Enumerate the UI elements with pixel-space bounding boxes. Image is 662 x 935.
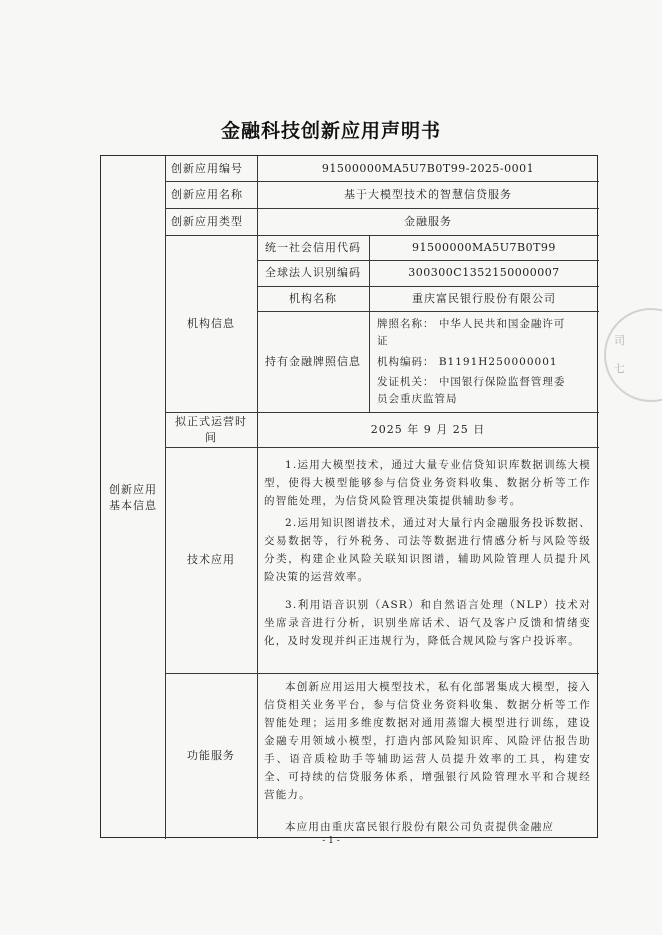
app-name-label: 创新应用名称 [171, 187, 243, 201]
app-code-value: 91500000MA5U7B0T99-2025-0001 [321, 161, 535, 175]
stamp-char: 七 [614, 362, 625, 375]
tech-label: 技术应用 [187, 553, 235, 566]
license-label: 持有金融牌照信息 [265, 354, 361, 368]
document-title: 金融科技创新应用声明书 [220, 120, 441, 142]
license-line: 机构编码： B1191H250000001 [377, 356, 558, 368]
license-line: 牌照名称： 中华人民共和国金融许可 [377, 318, 566, 330]
seal-stamp [604, 308, 662, 402]
operation-date-label: 拟正式运营时间 [175, 414, 247, 444]
app-type-label: 创新应用类型 [171, 214, 243, 228]
lei-label: 全球法人识别编码 [265, 266, 361, 279]
app-type-value: 金融服务 [404, 214, 452, 228]
credit-code-value: 91500000MA5U7B0T99 [412, 240, 556, 254]
license-line: 发证机关： 中国银行保险监督管理委 [377, 376, 566, 388]
lei-value: 300300C1352150000007 [408, 266, 560, 279]
org-name-label: 机构名称 [289, 291, 337, 305]
operation-date-value: 2025 年 9 月 25 日 [370, 422, 486, 436]
tech-paragraph: 3.利用语音识别（ASR）和自然语言处理（NLP）技术对坐席录音进行分析，识别坐席话术、语气及客户反馈和情绪变化，及时发现并纠正违规行为，降低合规风险与客户投诉率。 [264, 599, 591, 647]
credit-code-label: 统一社会信用代码 [265, 240, 361, 254]
license-line: 员会重庆监管局 [377, 393, 458, 405]
app-code-label: 创新应用编号 [171, 161, 243, 175]
stamp-char: 司 [614, 334, 625, 347]
function-paragraph: 本创新应用运用大模型技术，私有化部署集成大模型，接入信贷相关业务平台，参与信贷业务资料收集、数据分析等工作智能处理；运用多维度数据对通用蒸馏大模型进行训练，建设金融专用领域小模型，打造内部风险知识库、风险评估报告助手、语音质检助手等辅助运营人员提升效率的工具，构建安全、可持续的信贷服务体系，增强银行风险管理水平和合规经营能力。 [264, 681, 591, 801]
app-name-value: 基于大模型技术的智慧信贷服务 [344, 187, 512, 201]
tech-paragraph: 1.运用大模型技术，通过大量专业信贷知识库数据训练大模型，使得大模型能够参与信贷业务资料收集、数据分析等工作的智能处理，为信贷风险管理决策提供辅助参考。 [264, 459, 591, 507]
license-line: 证 [377, 335, 389, 347]
tech-paragraph: 2.运用知识图谱技术，通过对大量行内金融服务投诉数据、交易数据等，行外税务、司法等数据进行情感分析与风险等级分类，构建企业风险关联知识图谱，辅助风险管理人员提升风险决策的运营效率。 [264, 517, 591, 583]
declaration-table [100, 155, 598, 838]
function-label: 功能服务 [187, 749, 235, 762]
org-info-label: 机构信息 [187, 316, 235, 330]
section-label: 创新应用 基本信息 [109, 482, 157, 512]
org-name-value: 重庆富民银行股份有限公司 [412, 291, 556, 305]
page-number: - 1 - [322, 836, 340, 846]
function-paragraph: 本应用由重庆富民银行股份有限公司负责提供金融应 [285, 821, 555, 833]
